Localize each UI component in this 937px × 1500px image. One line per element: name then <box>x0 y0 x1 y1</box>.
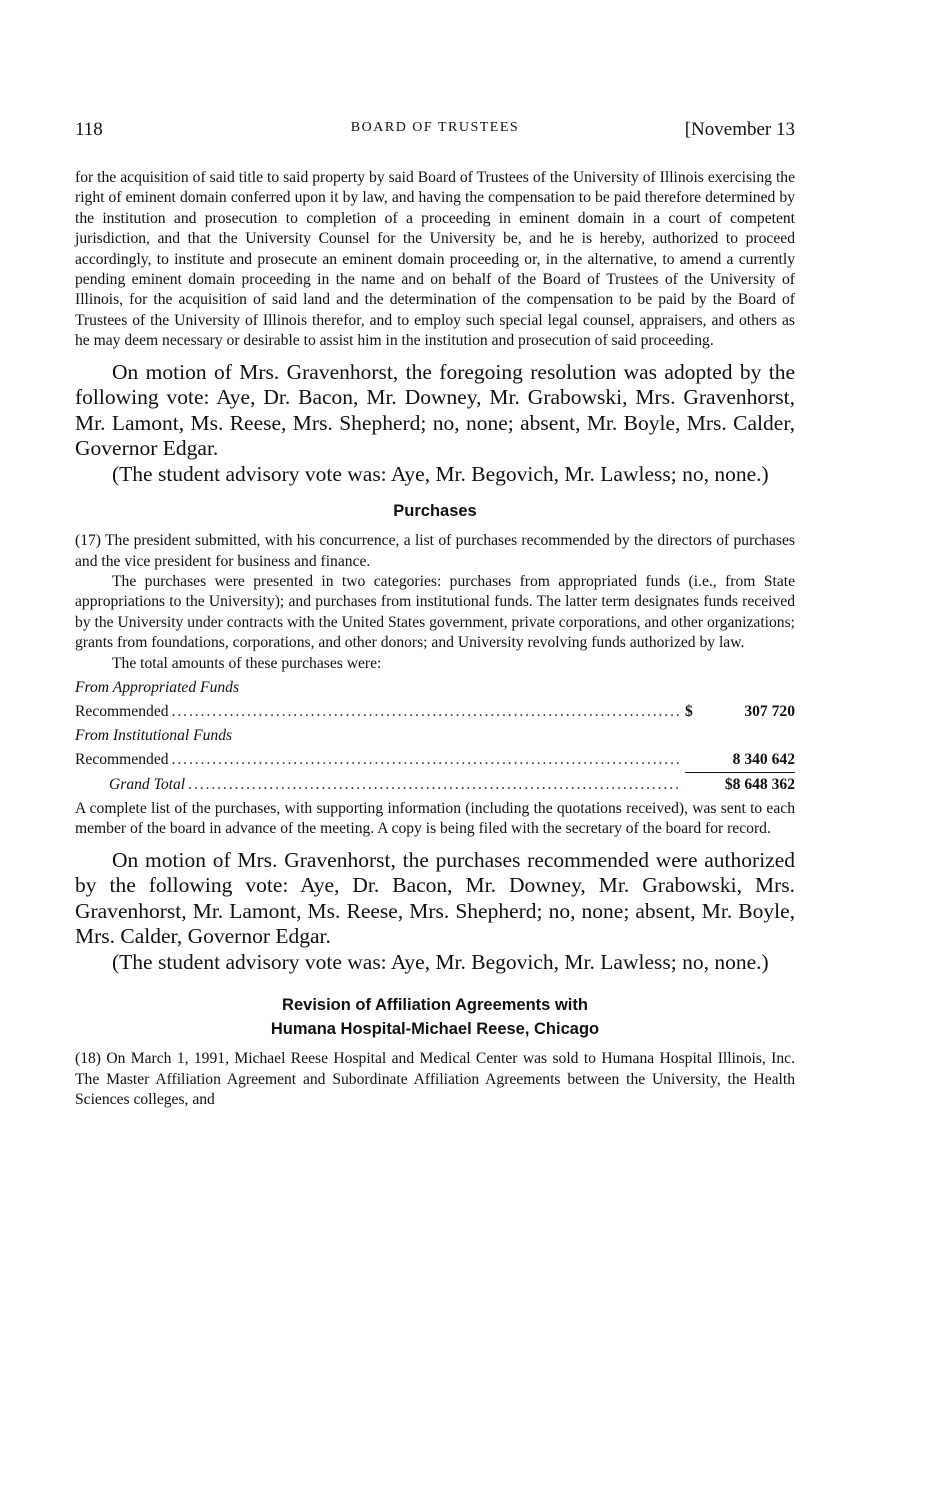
dollar-sign: $ <box>685 703 693 720</box>
running-title: BOARD OF TRUSTEES <box>350 120 520 135</box>
row-label: Recommended <box>75 751 169 768</box>
institutional-funds-row <box>75 747 795 772</box>
amount-value: $8 648 362 <box>724 776 795 793</box>
page-body <box>75 168 795 1111</box>
purchases-categories-paragraph: The purchases were presented in two categories: purchases from appropriated funds (i.e., from State appropriations to the University); and purchases from institutional funds. The latter term designates funds received by the University under contracts with the United States government, private corporations, and other organizations; grants from foundations, corporations, and other donors; and University revolving funds authorized by law. <box>75 572 795 652</box>
leader-dots <box>172 747 682 772</box>
appropriated-funds-row <box>75 699 795 724</box>
student-vote-paragraph: (The student advisory vote was: Aye, Mr. Begovich, Mr. Lawless; no, none.) <box>112 461 769 486</box>
leader-dots <box>188 772 682 797</box>
header-date: [November 13 <box>684 119 795 140</box>
vote-paragraph: On motion of Mrs. Gravenhorst, the foregoing resolution was adopted by the following vote: Aye, Dr. Bacon, Mr. Downey, Mr. Grabowski, Mrs. Gravenhorst, Mr. Lamont, Ms. Reese, Mrs. Shepherd; no, none; absent, Mr. Boyle, Mrs. Calder, Governor Edgar. <box>75 359 795 461</box>
appropriated-amount <box>685 699 795 724</box>
amount-value: 8 340 642 <box>732 751 795 768</box>
row-label: Recommended <box>75 703 169 720</box>
leader-dots <box>172 699 682 724</box>
appropriated-funds-label: From Appropriated Funds <box>75 679 240 696</box>
section-heading-affiliation <box>75 993 795 1041</box>
section-heading-purchases: Purchases <box>393 502 477 521</box>
institutional-funds-label: From Institutional Funds <box>75 727 233 744</box>
grand-total-row <box>75 772 795 797</box>
page-number: 118 <box>75 119 103 140</box>
purchases-list-paragraph: A complete list of the purchases, with supporting information (including the quotations received), was sent to each member of the board in advance of the meeting. A copy is being filed with the secretary of the board for record. <box>75 800 795 838</box>
heading-line: Revision of Affiliation Agreements with <box>282 996 588 1015</box>
purchases-vote-paragraph: On motion of Mrs. Gravenhorst, the purchases recommended were authorized by the following vote: Aye, Dr. Bacon, Mr. Downey, Mr. Grabowski, Mrs. Gravenhorst, Mr. Lamont, Ms. Reese, Mrs. Shepherd; no, none; absent, Mr. Boyle, Mrs. Calder, Governor Edgar. <box>75 847 795 949</box>
resolution-continuation: for the acquisition of said title to said property by said Board of Trustees of the University of Illinois exercising the right of eminent domain conferred upon it by law, and having the compensation to be paid therefore determined by the institution and prosecution to completion of a proceeding in eminent domain in a court of competent jurisdiction, and that the University Counsel for the University be, and he is hereby, authorized to proceed accordingly, to institute and prosecute an eminent domain proceeding or, in the alternative, to amend a currently pending eminent domain proceeding in the name and on behalf of the Board of Trustees of the University of Illinois, for the acquisition of said land and the determination of the compensation to be paid by the Board of Trustees of the University of Illinois therefor, and to employ such special legal counsel, appraisers, and others as he may deem necessary or desirable to assist him in the institution and prosecution of said proceeding. <box>75 169 795 350</box>
grand-total-amount <box>685 772 795 797</box>
affiliation-paragraph: (18) On March 1, 1991, Michael Reese Hospital and Medical Center was sold to Humana Hospital Illinois, Inc. The Master Affiliation Agreement and Subordinate Affiliation Agreements between the University, the Health Sciences colleges, and <box>75 1050 795 1109</box>
amount-value: 307 720 <box>744 703 795 720</box>
purchases-totals-intro: The total amounts of these purchases were: <box>112 654 382 672</box>
page-header <box>75 119 795 147</box>
purchase-amounts-table <box>75 676 795 797</box>
grand-total-label: Grand Total <box>109 776 186 793</box>
purchases-paragraph: (17) The president submitted, with his concurrence, a list of purchases recommended by the directors of purchases and the vice president for business and finance. <box>75 532 795 570</box>
institutional-amount <box>685 747 795 773</box>
purchases-student-vote-paragraph: (The student advisory vote was: Aye, Mr. Begovich, Mr. Lawless; no, none.) <box>112 949 769 974</box>
heading-line: Humana Hospital-Michael Reese, Chicago <box>270 1020 600 1039</box>
